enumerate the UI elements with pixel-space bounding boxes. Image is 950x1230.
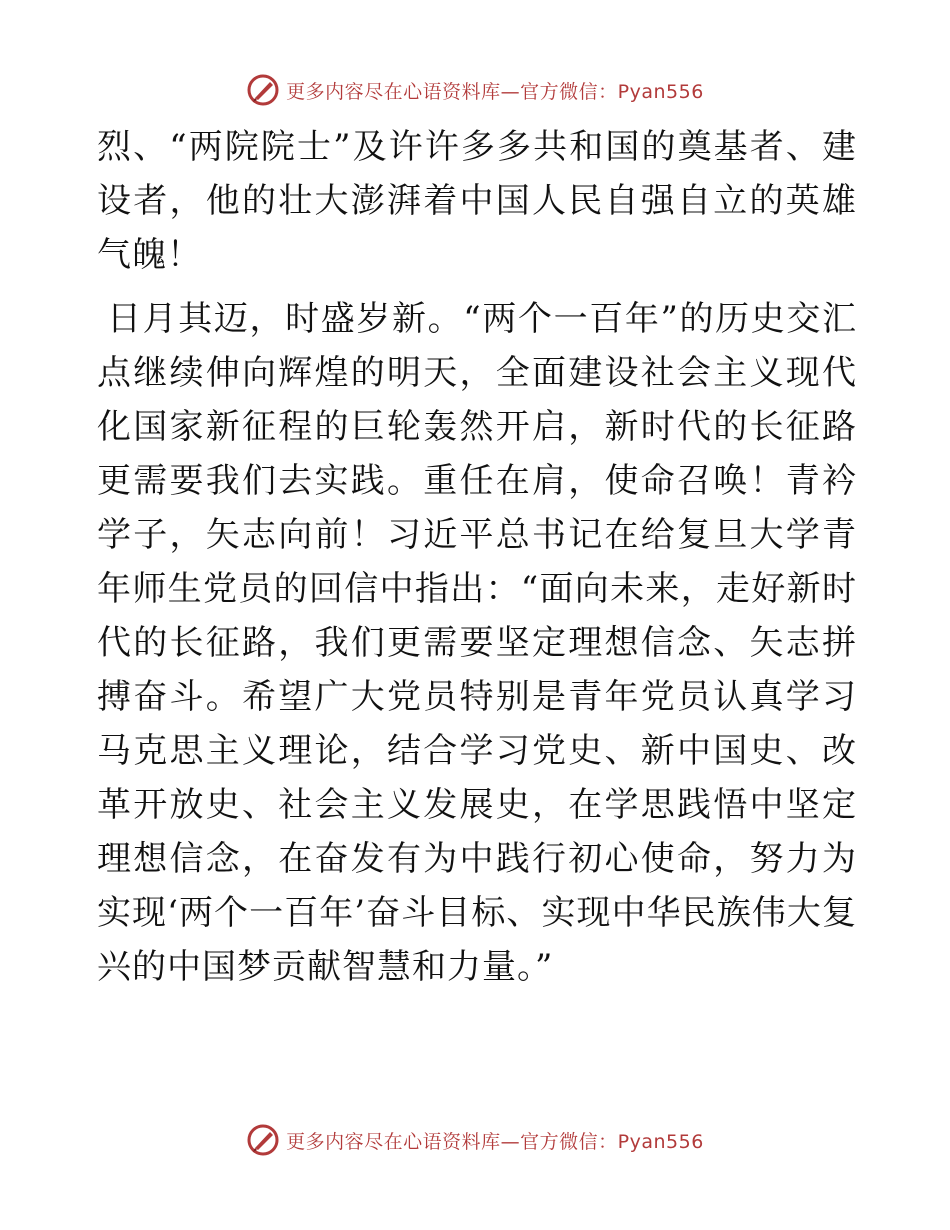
header-watermark bbox=[0, 70, 950, 110]
paragraph-2: 日月其迈，时盛岁新。“两个一百年”的历史交汇点继续伸向辉煌的明天，全面建设社会主义现代化国家新征程的巨轮轰然开启，新时代的长征路更需要我们去实践。重任在肩，使命召唤！青衿学子，矢志向前！习近平总书记在给复旦大学青年师生党员的回信中指出：“面向未来，走好新时代的长征路，我们更需要坚定理想信念、矢志拼搏奋斗。希望广大党员特别是青年党员认真学习马克思主义理论，结合学习党史、新中国史、改革开放史、社会主义发展史，在学思践悟中坚定理想信念，在奋发有为中践行初心使命，努力为实现‘两个一百年’奋斗目标、实现中华民族伟大复兴的中国梦贡献智慧和力量。” bbox=[97, 299, 857, 987]
footer-watermark bbox=[0, 1120, 950, 1160]
quill-in-circle-icon bbox=[246, 1123, 280, 1157]
footer-watermark-text: 更多内容尽在心语资料库—官方微信：Pyan556 bbox=[286, 1130, 704, 1153]
header-watermark-text: 更多内容尽在心语资料库—官方微信：Pyan556 bbox=[286, 80, 704, 103]
quill-in-circle-icon bbox=[246, 73, 280, 107]
paragraph-1: 烈、“两院院士”及许许多多共和国的奠基者、建设者，他的壮大澎湃着中国人民自强自立的英雄气魄！ bbox=[97, 127, 857, 275]
document-body bbox=[97, 120, 857, 994]
